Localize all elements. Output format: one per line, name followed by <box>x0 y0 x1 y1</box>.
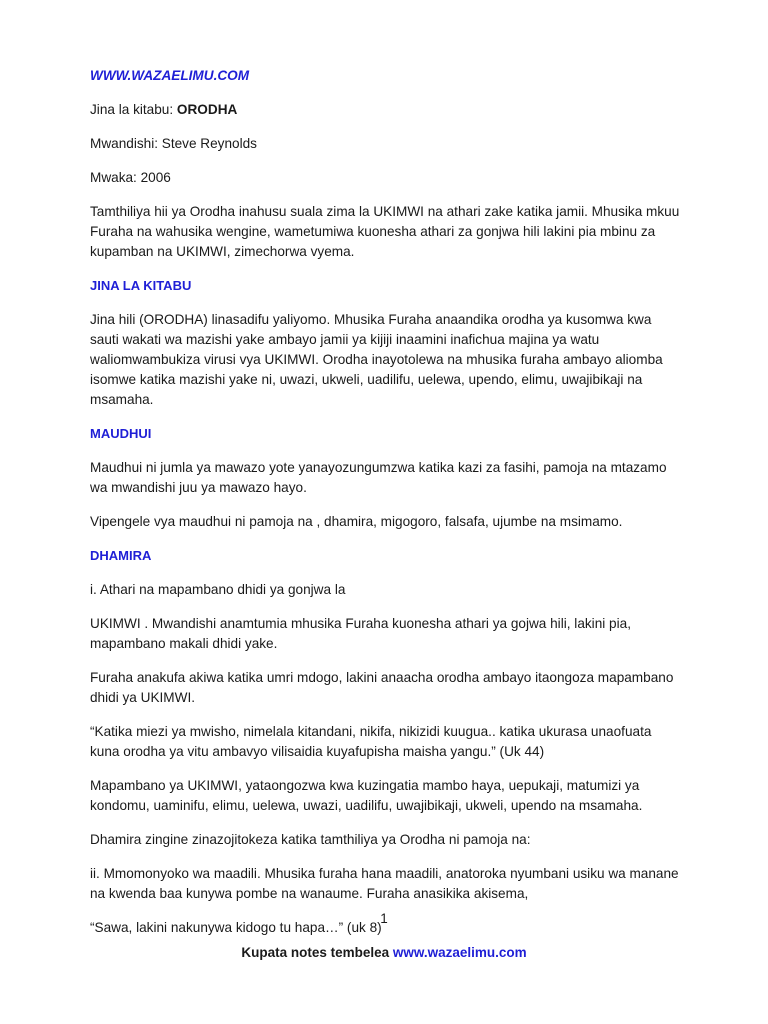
dhamira-paragraph-2: UKIMWI . Mwandishi anamtumia mhusika Furaha kuonesha athari ya gojwa hili, lakini pia, mapambano makali dhidi yake. <box>90 616 631 651</box>
jina-paragraph: Jina hili (ORODHA) linasadifu yaliyomo. Mhusika Furaha anaandika orodha ya kusomwa kwa sauti wakati wa mazishi yake ambayo jamii ya kijiji inaamini inafichua majina ya watu waliomwambukiza virusi vya UKIMWI. Orodha inayotolewa na mhusika furaha ambayo aliomba isomwe katika mazishi yake ni, uwazi, ukweli, uadilifu, uelewa, upendo, elimu, uwajibikaji na msamaha. <box>90 312 663 407</box>
heading-maudhui: MAUDHUI <box>90 426 152 441</box>
dhamira-quote-2: “Sawa, lakini nakunywa kidogo tu hapa…” (uk 8) <box>90 920 382 935</box>
footer <box>0 945 768 960</box>
dhamira-paragraph-5: Dhamira zingine zinazojitokeza katika tamthiliya ya Orodha ni pamoja na: <box>90 832 531 847</box>
book-title-line <box>90 100 680 120</box>
dhamira-quote-1: “Katika miezi ya mwisho, nimelala kitandani, nikifa, nikizidi kuugua.. katika ukurasa unaofuata kuna orodha ya vitu ambavyo vilisaidia kuyafupisha maisha yangu.” (Uk 44) <box>90 724 652 759</box>
document-page <box>90 66 680 952</box>
footer-text: Kupata notes tembelea <box>241 945 393 960</box>
dhamira-paragraph-4: Mapambano ya UKIMWI, yataongozwa kwa kuzingatia mambo haya, uepukaji, matumizi ya kondomu, uaminifu, elimu, uelewa, uwazi, uadilifu, uwajibikaji, ukweli, upendo na msamaha. <box>90 778 643 813</box>
site-link-header[interactable]: WWW.WAZAELIMU.COM <box>90 68 250 83</box>
maudhui-paragraph-2: Vipengele vya maudhui ni pamoja na , dhamira, migogoro, falsafa, ujumbe na msimamo. <box>90 514 623 529</box>
heading-dhamira: DHAMIRA <box>90 548 152 563</box>
book-title-value: ORODHA <box>176 102 238 117</box>
dhamira-paragraph-6: ii. Mmomonyoko wa maadili. Mhusika furaha hana maadili, anatoroka nyumbani usiku wa manane na kwenda baa kunywa pombe na wanaume. Furaha anasikika akisema, <box>90 866 679 901</box>
dhamira-paragraph-1: i. Athari na mapambano dhidi ya gonjwa la <box>90 582 346 597</box>
heading-jina-la-kitabu: JINA LA KITABU <box>90 278 192 293</box>
maudhui-paragraph-1: Maudhui ni jumla ya mawazo yote yanayozungumzwa katika kazi za fasihi, pamoja na mtazamo wa mwandishi juu ya mawazo hayo. <box>90 460 667 495</box>
page-number: 1 <box>380 911 388 926</box>
book-author: Mwandishi: Steve Reynolds <box>90 136 257 151</box>
book-title-label: Jina la kitabu: <box>90 102 177 117</box>
intro-paragraph: Tamthiliya hii ya Orodha inahusu suala zima la UKIMWI na athari zake katika jamii. Mhusika mkuu Furaha na wahusika wengine, wametumiwa kuonesha athari za gonjwa hili lakini pia mbinu za kupamban na UKIMWI, zimechorwa vyema. <box>90 204 680 259</box>
dhamira-paragraph-3: Furaha anakufa akiwa katika umri mdogo, lakini anaacha orodha ambayo itaongoza mapambano dhidi ya UKIMWI. <box>90 670 674 705</box>
book-year: Mwaka: 2006 <box>90 170 171 185</box>
footer-link[interactable]: www.wazaelimu.com <box>392 945 527 960</box>
